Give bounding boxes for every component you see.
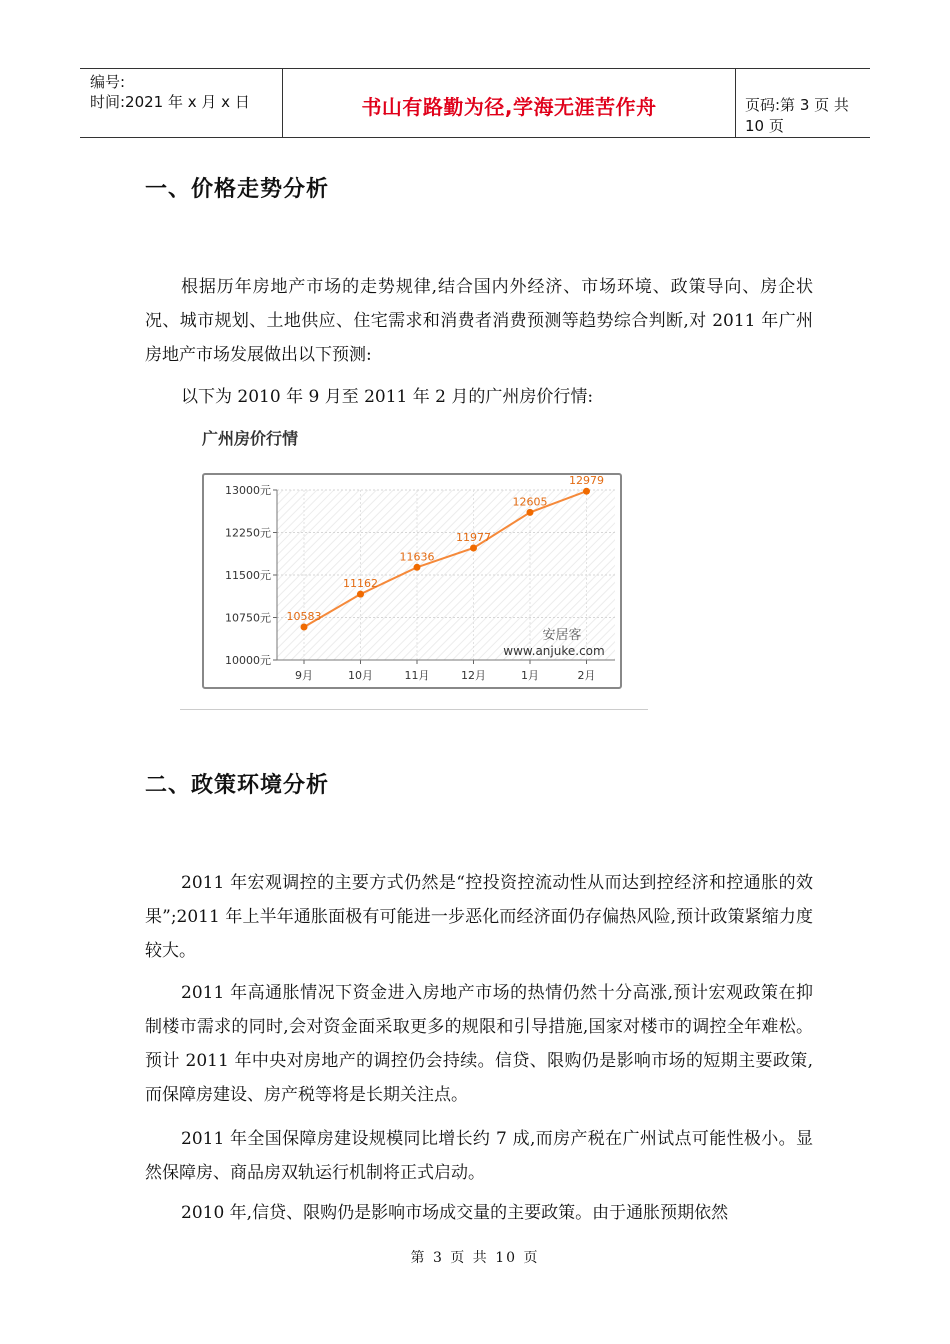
x-tick-label: 1月: [521, 669, 539, 682]
header-motto-cell: [282, 69, 736, 137]
watermark-url: www.anjuke.com: [503, 644, 605, 658]
x-tick-label: 11月: [404, 669, 430, 682]
header-motto: 书山有路勤为径,学海无涯苦作舟: [361, 95, 657, 119]
x-tick-label: 12月: [461, 669, 486, 682]
data-point: [414, 564, 421, 571]
paragraph-forecast-intro: 根据历年房地产市场的走势规律,结合国内外经济、市场环境、政策导向、房企状况、城市规划、土地供应、住宅需求和消费者消费预测等趋势综合判断,对 2011 年广州房地产市场发展做出以下预测:: [145, 277, 813, 365]
paragraph-policy-2: 2011 年高通胀情况下资金进入房地产市场的热情仍然十分高涨,预计宏观政策在抑制楼市需求的同时,会对资金面采取更多的规限和引导措施,国家对楼市的调控全年难松。预计 2011 年中央对房地产的调控仍会持续。信贷、限购仍是影响市场的短期主要政策,而保障房建设、房产税等将是长期关注点。: [145, 983, 813, 1105]
doc-date-label: 时间:2021 年 x 月 x 日: [90, 93, 250, 111]
y-tick-label: 12250元: [225, 526, 271, 540]
y-tick-label: 10750元: [225, 611, 271, 625]
header-meta-cell: [80, 69, 282, 137]
y-tick-label: 13000元: [225, 484, 271, 497]
data-label: 12979: [569, 475, 604, 488]
data-point: [357, 591, 364, 598]
data-point: [583, 488, 590, 495]
data-label: 10583: [286, 609, 322, 623]
data-label: 11162: [343, 577, 378, 591]
paragraph-policy-1: 2011 年宏观调控的主要方式仍然是“控投资控流动性从而达到控经济和控通胀的效果”;2011 年上半年通胀面极有可能进一步恶化而经济面仍存偏热风险,预计政策紧缩力度较大。: [145, 873, 813, 961]
data-label: 11636: [399, 550, 435, 564]
chart-heading: 广州房价行情: [202, 429, 299, 448]
y-tick-label: 11500元: [225, 569, 271, 582]
x-tick-label: 9月: [295, 669, 313, 682]
watermark-brand: 安居客: [542, 628, 582, 643]
header-page-number: 页码:第 3 页 共 10 页: [745, 96, 849, 135]
data-label: 12605: [512, 495, 548, 509]
data-point: [470, 544, 477, 551]
price-chart: [202, 473, 622, 689]
header-table: [80, 68, 870, 138]
header-page-cell: [735, 69, 870, 137]
paragraph-chart-intro: 以下为 2010 年 9 月至 2011 年 2 月的广州房价行情:: [181, 387, 594, 407]
x-tick-label: 2月: [577, 669, 596, 682]
data-point: [301, 623, 308, 630]
doc-number-label: 编号:: [90, 73, 126, 91]
data-label: 11977: [456, 530, 491, 544]
y-tick-label: 10000元: [225, 654, 271, 667]
paragraph-policy-3: 2011 年全国保障房建设规模同比增长约 7 成,而房产税在广州试点可能性极小。显然保障房、商品房双轨运行机制将正式启动。: [145, 1129, 813, 1183]
chart-divider: [180, 709, 648, 710]
data-point: [527, 509, 534, 516]
section-heading-policy: 二、政策环境分析: [145, 773, 330, 798]
paragraph-policy-4: 2010 年,信贷、限购仍是影响市场成交量的主要政策。由于通胀预期依然: [181, 1203, 729, 1223]
x-tick-label: 10月: [348, 669, 373, 682]
page-footer: 第 3 页 共 10 页: [410, 1250, 540, 1266]
price-chart-svg: [204, 475, 620, 687]
section-heading-price-trend: 一、价格走势分析: [145, 177, 330, 202]
